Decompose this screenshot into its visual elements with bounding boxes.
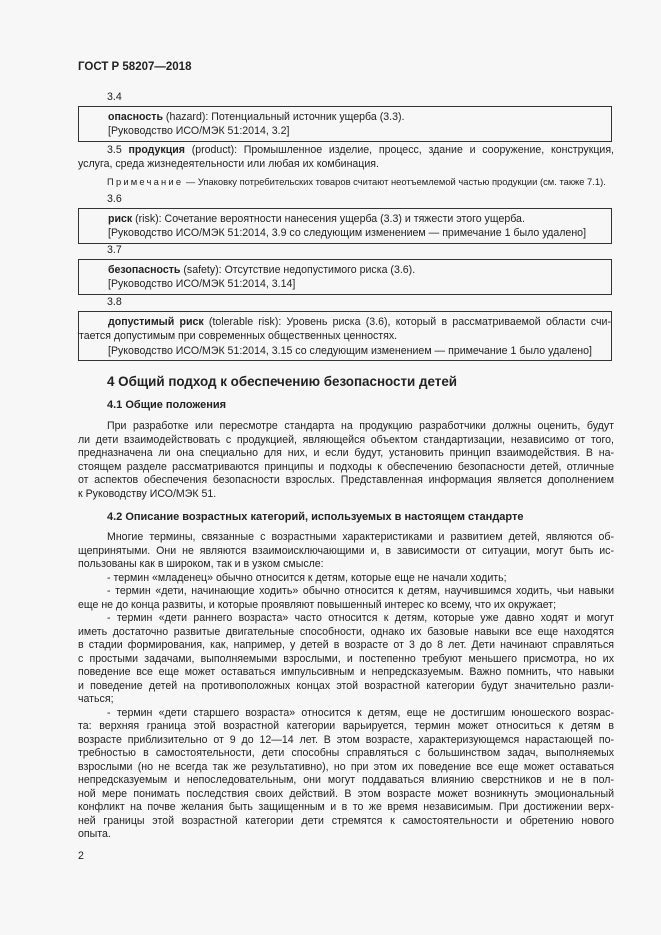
age-categories-text: [78, 531, 614, 842]
term-box-tolerable-risk: [78, 311, 612, 361]
note-text: — Упаковку потребительских товаров считают неотъемлемой частью продукции (см. также 7.1).: [183, 176, 606, 187]
term: риск: [108, 213, 133, 225]
text-line: и поведение детей на противоположных концах этой возрастной категории будут значительно разли-: [78, 679, 614, 692]
note: [78, 175, 614, 189]
term: безопасность: [108, 264, 181, 276]
term: продукция: [128, 144, 185, 156]
text-line: опыта.: [78, 828, 111, 840]
text-line: щепринятыми. Они не являются взаимоисключающими и, в зависимости от ситуации, могут быть ис-: [78, 544, 614, 557]
text-line: требностью в самостоятельности, дети способны справляться с большинством задач, выполняемых: [78, 747, 614, 759]
text-line: в стадии формирования, как, например, у детей в возрасте от 3 до 8 лет. Дети начинают справляться: [78, 639, 614, 651]
text-line: чаться;: [78, 693, 114, 705]
text-line: возрасте приблизительно от 9 до 12—14 лет. В этом возрасте, характеризующемся нарастающей по-: [78, 733, 614, 746]
text-line: ной мере понимать последствия своих действий. В этом возрасте может возникнуть эмоциональный: [78, 787, 614, 800]
term-box-risk: [78, 208, 612, 244]
term-number: 3.8: [107, 296, 122, 308]
list-item: [78, 572, 614, 586]
term-number: 3.6: [107, 193, 122, 205]
text-line: от аспектов обеспечения безопасности взрослых. Представленная информация является дополнением: [78, 474, 614, 486]
term-definition: (risk): Сочетание вероятности нанесения ущерба (3.3) и тяжести этого ущерба.: [132, 213, 525, 225]
section-heading: 4 Общий подход к обеспечению безопасности детей: [107, 374, 458, 389]
term-reference: [Руководство ИСО/МЭК 51:2014, 3.14]: [108, 278, 296, 291]
text-line: - термин «дети старшего возраста» относится к детям, еще не достигшим юношеского возрас-: [107, 706, 614, 719]
term-reference: [Руководство ИСО/МЭК 51:2014, 3.2]: [108, 125, 290, 138]
text-line: конфликт на почве желания быть защищенным и в то же время независимым. При достижении верх-: [78, 801, 614, 813]
text-line: еще не до конца развиты, и которые проявляют повышенный интерес ко всему, что их окружает;: [78, 598, 557, 611]
text-line: предназначена ли она специально для них, и если будут, установить принцип взаимодействия. В на-: [78, 447, 614, 459]
term-box-hazard: [78, 106, 612, 142]
term-number: 3.4: [107, 91, 122, 103]
text-line: взрослыми (но не всегда так же результативно), но при этом их поведение все еще может оставаться: [78, 760, 614, 773]
text-line: Многие термины, связанные с возрастными характеристиками и развитием детей, являются об-: [107, 531, 614, 543]
term-definition-cont: тается допустимым при современных общественных ценностях.: [79, 330, 398, 343]
subsection-heading: 4.2 Описание возрастных категорий, используемых в настоящем стандарте: [107, 511, 524, 523]
term-definition: (product): Промышленное изделие, процесс, здание и сооружение, конструкция,: [184, 144, 614, 156]
text-line: - термин «дети раннего возраста» часто относится к детям, которые уже давно ходят и могут: [107, 612, 614, 624]
list-item: [78, 585, 614, 612]
text-line: ней границы этой возрастной категории дети стремятся к самостоятельности и обретению нового: [78, 814, 614, 827]
note-label: Примечание: [107, 176, 184, 187]
term-definition: (safety): Отсутствие недопустимого риска (3.6).: [180, 264, 416, 276]
paragraph: [78, 420, 614, 501]
list-item: [78, 612, 614, 707]
term-number: 3.5: [107, 144, 129, 156]
term-definition: (hazard): Потенциальный источник ущерба (3.3).: [162, 111, 405, 123]
text-line: - термин «младенец» обычно относится к детям, которые еще не начали ходить;: [107, 571, 507, 584]
page-number: 2: [78, 850, 84, 862]
term-definition-cont: услуга, среда жизнедеятельности или любая их комбинация.: [78, 158, 379, 171]
text-line: та: верхняя граница этой возрастной категории варьируется, термин может относиться к детям в: [78, 720, 614, 732]
term: допустимый риск: [108, 316, 204, 328]
text-line: - термин «дети, начинающие ходить» обычно относится к детям, научившимся ходить, чьи навыки: [107, 585, 614, 597]
paragraph: [78, 531, 614, 572]
text-line: непредсказуемым и непоследовательным, они могут поддаваться влиянию сверстников и не в пол-: [78, 774, 614, 786]
document-id: ГОСТ Р 58207—2018: [78, 61, 192, 73]
list-item: [78, 707, 614, 842]
term: опасность: [108, 111, 163, 123]
text-line: с простыми задачами, выполняемыми взрослыми, и постепенно требуют меньшего присмотра, но их: [78, 652, 614, 665]
text-line: иметь достаточно развитые двигательные способности, однако их базовые навыки все еще находятся: [78, 625, 614, 638]
subsection-heading: 4.1 Общие положения: [107, 399, 227, 411]
term-product: [78, 143, 614, 172]
text-line: к Руководству ИСО/МЭК 51.: [78, 487, 217, 500]
text-line: ли дети взаимодействовать с продукцией, являющейся объектом стандартизации, независимо от того,: [78, 433, 614, 446]
term-definition: (tolerable risk): Уровень риска (3.6), который в рассматриваемой области счи-: [203, 316, 611, 328]
text-line: пользованы как в широком, так и в узком смысле:: [78, 558, 324, 570]
text-line: стоящем разделе рассматриваются принципы и подходы к обеспечению безопасности детей, отличные: [78, 460, 614, 473]
term-reference: [Руководство ИСО/МЭК 51:2014, 3.9 со следующим изменением — примечание 1 было удалено]: [108, 227, 587, 240]
text-line: поведение все еще может оставаться импульсивным и непредсказуемым. Важно помнить, что навыки: [78, 666, 614, 678]
term-box-safety: [78, 259, 612, 295]
text-line: При разработке или пересмотре стандарта на продукцию разработчики должны оценить, будут: [107, 420, 614, 432]
term-reference: [Руководство ИСО/МЭК 51:2014, 3.15 со следующим изменением — примечание 1 было удалено]: [108, 344, 592, 357]
term-number: 3.7: [107, 244, 122, 256]
